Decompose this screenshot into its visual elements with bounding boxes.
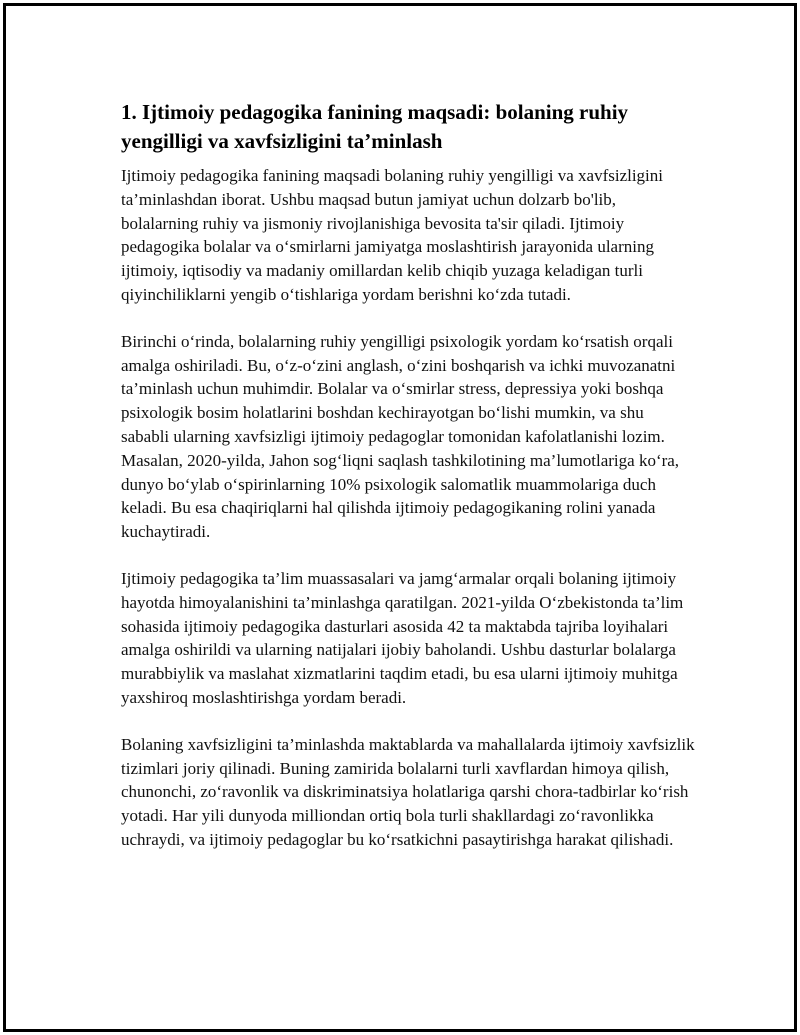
paragraph-3: Ijtimoiy pedagogika ta’lim muassasalari va jamg‘armalar orqali bolaning ijtimoiy hayotda himoyalanishini ta’minlashga qaratilgan. 2021-yilda O‘zbekistonda ta’lim sohasida ijtimoiy pedagogika dasturlari asosida 42 ta maktabda tajriba loyihalari amalga oshirildi va ularning natijalari ijobiy baholandi. Ushbu dasturlar bolalarga murabbiylik va maslahat xizmatlarini taqdim etadi, bu esa ularni ijtimoiy muhitga yaxshiroq moslashtirishga yordam beradi. <box>121 568 684 707</box>
paragraph-2: Birinchi o‘rinda, bolalarning ruhiy yengilligi psixologik yordam ko‘rsatish orqali amalga oshiriladi. Bu, o‘z-o‘zini anglash, o‘zini boshqarish va ichki muvozanatni ta’minlash uchun muhimdir. Bolalar va o‘smirlar stress, depressiya yoki boshqa psixologik bosim holatlarini boshdan kechirayotgan bo‘lishi mumkin, va shu sababli ularning xavfsizligi ijtimoiy pedagoglar tomonidan kafolatlanishi lozim. Masalan, 2020-yilda, Jahon sog‘liqni saqlash tashkilotining ma’lumotlariga ko‘ra, dunyo bo‘ylab o‘spirinlarning 10% psixologik salomatlik muammolariga duch keladi. Bu esa chaqiriqlarni hal qilishda ijtimoiy pedagogikaning rolini yanada kuchaytiradi. <box>121 331 680 542</box>
paragraph-4: Bolaning xavfsizligini ta’minlashda maktablarda va mahallalarda ijtimoiy xavfsizlik tizimlari joriy qilinadi. Buning zamirida bolalarni turli xavflardan himoya qilish, chunonchi, zo‘ravonlik va diskriminatsiya holatlariga qarshi chora-tadbirlar ko‘rish yotadi. Har yili dunyoda milliondan ortiq bola turli shakllardagi zo‘ravonlikka uchraydi, va ijtimoiy pedagoglar bu ko‘rsatkichni pasaytirishga harakat qilishadi. <box>121 734 695 849</box>
document-body <box>121 98 696 875</box>
section-title: 1. Ijtimoiy pedagogika fanining maqsadi: bolaning ruhiy yengilligi va xavfsizligini ta’minlash <box>121 100 629 153</box>
paragraph-1: Ijtimoiy pedagogika fanining maqsadi bolaning ruhiy yengilligi va xavfsizligini ta’minlashdan iborat. Ushbu maqsad butun jamiyat uchun dolzarb bo'lib, bolalarning ruhiy va jismoniy rivojlanishiga bevosita ta'sir qiladi. Ijtimoiy pedagogika bolalar va o‘smirlarni jamiyatga moslashtirish jarayonida ularning ijtimoiy, iqtisodiy va madaniy omillardan kelib chiqib yuzaga keladigan turli qiyinchiliklarni yengib o‘tishlariga yordam berishni ko‘zda tutadi. <box>121 166 664 304</box>
page-frame <box>3 3 797 1032</box>
